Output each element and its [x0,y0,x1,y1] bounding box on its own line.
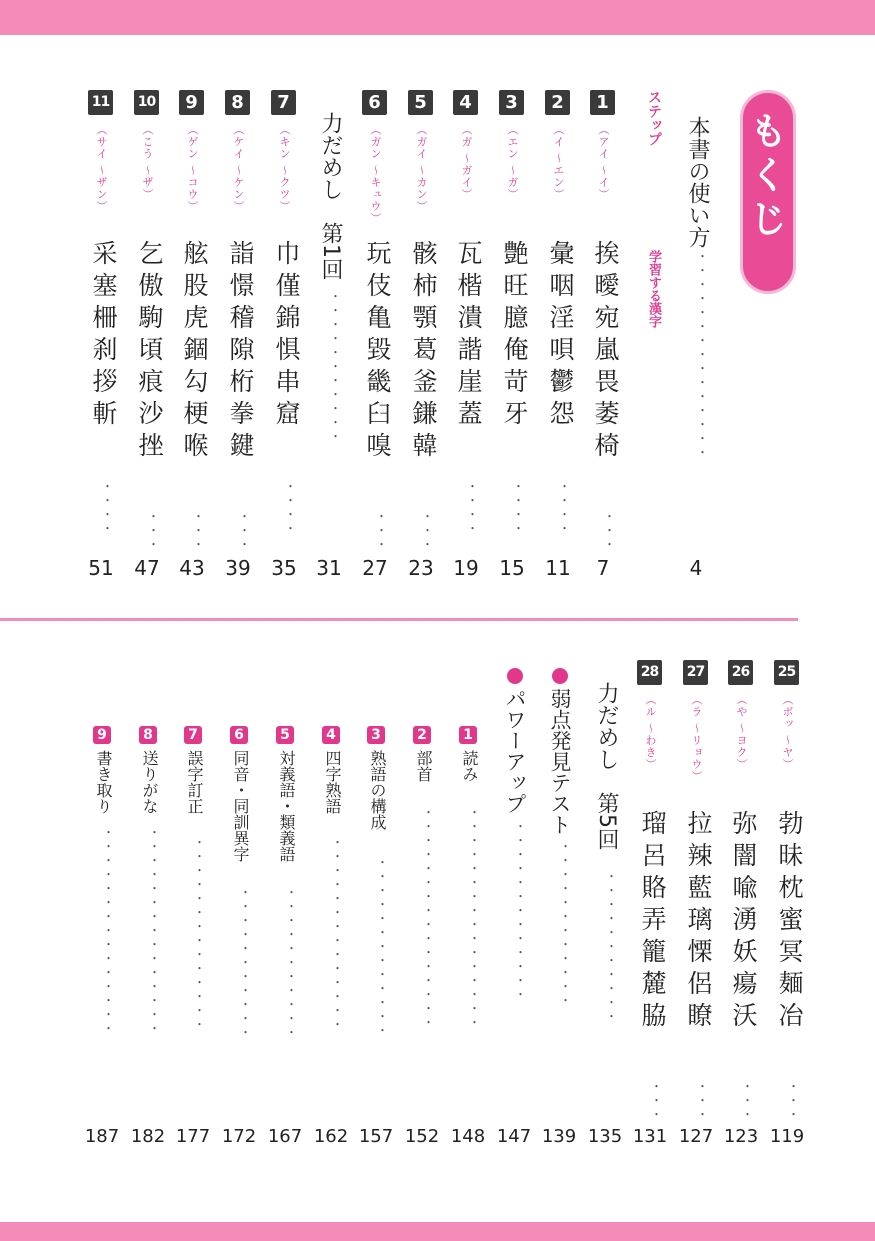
intro-page: 4 [689,556,703,580]
toc-step-7[interactable]: 7 （キン ～クツ） 巾僅錦惧串窟 ・・・・ 35 [271,92,301,580]
toc-step-26[interactable]: 26 （や ～ヨク） 弥闇喩湧妖瘍沃 ・・・ 123 [721,660,761,1160]
step-heading [634,90,674,590]
toc-step-10[interactable]: 10 （こう ～ザ） 乞傲駒頃痕沙挫 ・・・ 47 [127,90,167,590]
power-item-7[interactable]: 7 誤字訂正 ・・・・・・・・・・・・・・ 177 [175,727,211,1147]
toc-power-up[interactable]: パワーアップ ・・・・・・・・・・・・・ 147 [494,660,534,1160]
toc-step-1[interactable]: 1 （アイ ～イ） 挨曖宛嵐畏萎椅 ・・・ 7 [591,92,620,580]
toc-step-25[interactable]: 25 （ボッ ～ヤ） 勃昧枕蜜冥麺冶 ・・・ 119 [767,660,807,1160]
toc-weak-test[interactable]: 弱点発見テスト ・・・・・・・・・・・・ 139 [539,660,579,1160]
power-item-9[interactable]: 9 書き取り ・・・・・・・・・・・・・・・ 187 [84,727,120,1147]
bullet-icon [552,668,568,684]
power-item-4[interactable]: 4 四字熟語 ・・・・・・・・・・・・・・ 162 [313,727,349,1147]
step-sub-label: 学習する漢字 [646,250,661,328]
title-badge [740,90,796,294]
power-item-8[interactable]: 8 送りがな ・・・・・・・・・・・・・・・ 182 [130,727,166,1147]
toc-step-9[interactable]: 9 （ゲン ～コウ） 舷股虎錮勾梗喉 ・・・ 43 [179,92,209,580]
intro-label: 本書の使い方 [685,116,710,248]
toc-step-4[interactable]: 4 （ガ ～ガイ） 瓦楷潰諧崖蓋 ・・・・ 19 [453,92,483,580]
toc-test-5[interactable]: 力だめし 第5回 ・・・・・・・・・・・ 135 [587,682,623,1147]
top-band [0,0,875,35]
toc-test-1[interactable]: 力だめし 第1回 ・・・・・・・・・・・ 31 [316,112,343,580]
toc-step-2[interactable]: 2 （イ ～エン） 彙咽淫唄鬱怨 ・・・・ 11 [545,92,575,580]
toc-step-27[interactable]: 27 （ラ ～リョウ） 拉辣藍璃慄侶瞭 ・・・ 127 [676,660,716,1160]
toc-step-28[interactable]: 28 （ル ～わき） 瑠呂賂弄籠麓脇 ・・・ 131 [630,660,670,1160]
toc-intro[interactable]: 本書の使い方 ・・・・・・・・・・・・・・・ 4 [676,90,716,590]
toc-step-11[interactable]: 11 （サイ ～ザン） 采塞柵刹拶斬 ・・・・ 51 [81,90,121,590]
toc-step-3[interactable]: 3 （エン ～ガ） 艶旺臆俺苛牙 ・・・・ 15 [499,92,529,580]
page-title: もくじ [743,111,787,243]
power-item-6[interactable]: 6 同音・同訓異字 ・・・・・・・・・・・ 172 [221,727,257,1147]
bullet-icon [507,668,523,684]
step-label: ステップ [646,90,662,146]
power-item-2[interactable]: 2 部首 ・・・・・・・・・・・・・・・・ 152 [404,727,440,1147]
power-item-3[interactable]: 3 熟語の構成 ・・・・・・・・・・・・・ 157 [358,727,394,1147]
power-item-1[interactable]: 1 読み ・・・・・・・・・・・・・・・・ 148 [450,727,486,1147]
section-divider [0,618,798,621]
toc-step-5[interactable]: 5 （ガイ ～カン） 骸柿顎葛釜鎌韓 ・・・ 23 [408,92,438,580]
toc-step-8[interactable]: 8 （ケイ ～ケン） 詣憬稽隙桁拳鍵 ・・・ 39 [225,92,255,580]
toc-step-6[interactable]: 6 （ガン ～キュウ） 玩伎亀毀畿臼嗅 ・・・ 27 [362,92,392,580]
power-item-5[interactable]: 5 対義語・類義語 ・・・・・・・・・・・ 167 [267,727,303,1147]
